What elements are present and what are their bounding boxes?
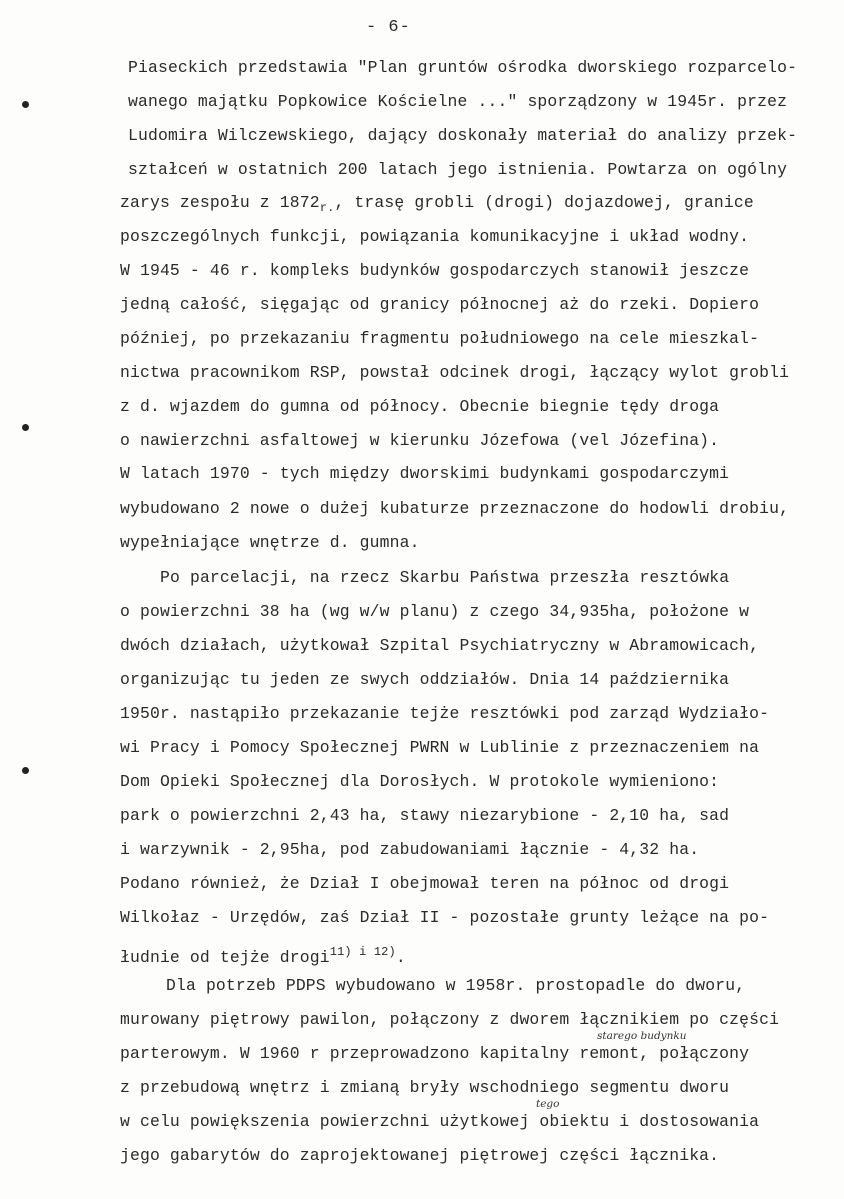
text-line: Ludomira Wilczewskiego, dający doskonały materiał do analizy przek-: [128, 126, 798, 145]
text-fragment: zarys zespołu z 1872: [120, 193, 320, 212]
text-line: i warzywnik - 2,95ha, pod zabudowaniami łącznie - 4,32 ha.: [120, 840, 700, 859]
text-line: jedną całość, sięgając od granicy północnej aż do rzeki. Dopiero: [120, 295, 760, 314]
punch-hole-mark: [22, 101, 29, 108]
text-line: wanego majątku Popkowice Kościelne ..." sporządzony w 1945r. przez: [128, 92, 788, 111]
text-line: dwóch działach, użytkował Szpital Psychiatryczny w Abramowicach,: [120, 636, 760, 655]
text-line: wypełniające wnętrze d. gumna.: [120, 533, 420, 552]
text-line: Piaseckich przedstawia "Plan gruntów ośrodka dworskiego rozparcelo-: [128, 58, 798, 77]
text-line: murowany piętrowy pawilon, połączony z dworem łącznikiem po części: [120, 1010, 780, 1029]
text-fragment: .: [395, 948, 406, 967]
text-line: jego gabarytów do zaprojektowanej piętrowej części łącznika.: [120, 1146, 720, 1165]
text-line: Wilkołaz - Urzędów, zaś Dział II - pozostałe grunty leżące na po-: [120, 908, 770, 927]
text-line: nictwa pracownikom RSP, powstał odcinek drogi, łączący wylot grobli: [120, 363, 790, 382]
text-line: poszczególnych funkcji, powiązania komunikacyjne i układ wodny.: [120, 227, 750, 246]
text-line: park o powierzchni 2,43 ha, stawy niezarybione - 2,10 ha, sad: [120, 806, 730, 825]
text-line: 1950r. nastąpiło przekazanie tejże resztówki pod zarząd Wydziało-: [120, 704, 770, 723]
text-line: parterowym. W 1960 r przeprowadzono kapitalny remont, połączony: [120, 1044, 750, 1063]
text-line: Po parcelacji, na rzecz Skarbu Państwa przeszła resztówka: [160, 568, 730, 587]
punch-hole-mark: [22, 767, 29, 774]
text-line: [120, 193, 754, 218]
text-line: organizując tu jeden ze swych oddziałów. Dnia 14 października: [120, 670, 730, 689]
text-line: Dla potrzeb PDPS wybudowano w 1958r. prostopadle do dworu,: [166, 976, 746, 995]
page-number: - 6-: [366, 18, 411, 37]
text-line: o powierzchni 38 ha (wg w/w planu) z czego 34,935ha, położone w: [120, 602, 750, 621]
handwritten-insertion: tego: [536, 1098, 560, 1110]
text-line: wybudowano 2 nowe o dużej kubaturze przeznaczone do hodowli drobiu,: [120, 499, 790, 518]
text-line: ształceń w ostatnich 200 latach jego istnienia. Powtarza on ogólny: [128, 160, 788, 179]
text-line: później, po przekazaniu fragmentu południowego na cele mieszkal-: [120, 329, 760, 348]
text-line: W 1945 - 46 r. kompleks budynków gospodarczych stanowił jeszcze: [120, 261, 750, 280]
text-fragment: łudnie od tejże drogi: [120, 948, 330, 967]
text-line: o nawierzchni asfaltowej w kierunku Józefowa (vel Józefina).: [120, 431, 720, 450]
text-fragment: , trasę grobli (drogi) dojazdowej, granice: [334, 193, 754, 212]
text-line: wi Pracy i Pomocy Społecznej PWRN w Lublinie z przeznaczeniem na: [120, 738, 760, 757]
text-line: Podano również, że Dział I obejmował teren na północ od drogi: [120, 874, 730, 893]
footnote-reference: 11) i 12): [329, 945, 396, 959]
handwritten-insertion: starego budynku: [597, 1030, 687, 1042]
text-line: w celu powiększenia powierzchni użytkowej obiektu i dostosowania: [120, 1112, 760, 1131]
punch-hole-mark: [22, 424, 29, 431]
text-line: Dom Opieki Społecznej dla Dorosłych. W protokole wymieniono:: [120, 772, 720, 791]
text-line: z d. wjazdem do gumna od północy. Obecnie biegnie tędy droga: [120, 397, 720, 416]
text-line: z przebudową wnętrz i zmianą bryły wschodniego segmentu dworu: [120, 1078, 730, 1097]
text-line: [120, 942, 406, 968]
subscript-abbrev: r.: [319, 201, 335, 215]
text-line: W latach 1970 - tych między dworskimi budynkami gospodarczymi: [120, 464, 730, 483]
